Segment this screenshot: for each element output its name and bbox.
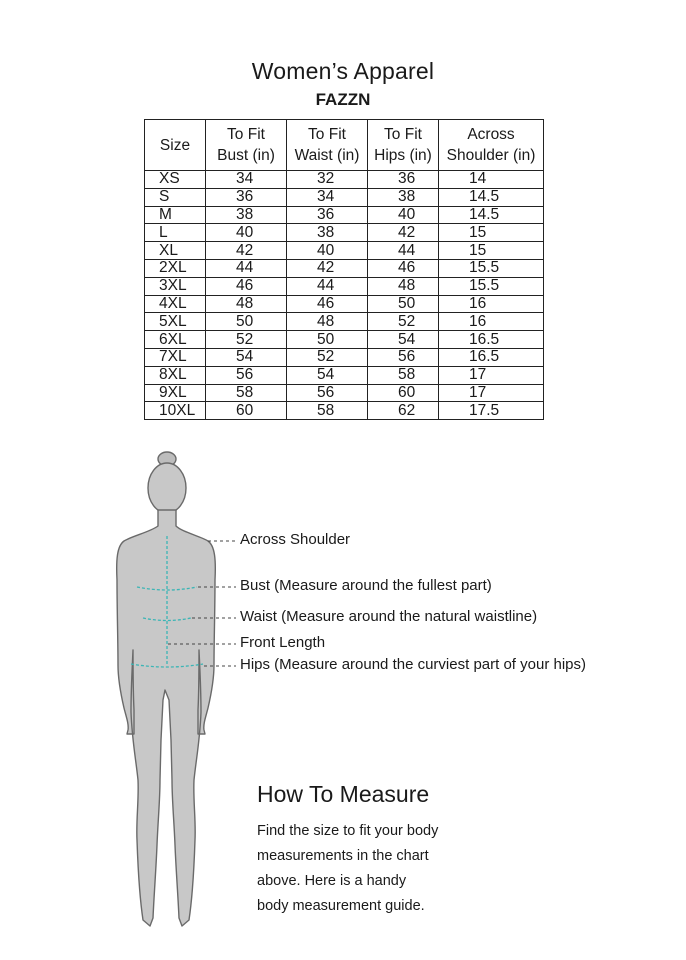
table-row bbox=[145, 402, 544, 420]
value-cell: 44 bbox=[206, 259, 287, 277]
value-cell: 16.5 bbox=[439, 331, 544, 349]
value-cell: 48 bbox=[287, 313, 368, 331]
value-cell: 15.5 bbox=[439, 277, 544, 295]
value-cell: 38 bbox=[368, 188, 439, 206]
body-figure bbox=[0, 440, 260, 940]
value-cell: 14.5 bbox=[439, 206, 544, 224]
value-cell: 40 bbox=[287, 242, 368, 260]
value-cell: 60 bbox=[368, 384, 439, 402]
value-cell: 54 bbox=[368, 331, 439, 349]
column-header-line: Hips (in) bbox=[374, 147, 432, 164]
size-cell: S bbox=[145, 188, 206, 206]
value-cell: 36 bbox=[287, 206, 368, 224]
column-header-line: Bust (in) bbox=[217, 147, 275, 164]
column-header bbox=[206, 120, 287, 171]
table-row bbox=[145, 224, 544, 242]
value-cell: 34 bbox=[287, 188, 368, 206]
value-cell: 32 bbox=[287, 171, 368, 189]
column-header-line: To Fit bbox=[384, 126, 422, 143]
size-cell: 7XL bbox=[145, 348, 206, 366]
value-cell: 17 bbox=[439, 384, 544, 402]
table-row bbox=[145, 348, 544, 366]
value-cell: 60 bbox=[206, 402, 287, 420]
value-cell: 46 bbox=[368, 259, 439, 277]
value-cell: 54 bbox=[287, 366, 368, 384]
table-row bbox=[145, 313, 544, 331]
table-row bbox=[145, 331, 544, 349]
size-cell: 9XL bbox=[145, 384, 206, 402]
label-waist: Waist (Measure around the natural waistline) bbox=[240, 608, 538, 625]
table-row bbox=[145, 242, 544, 260]
label-bust: Bust (Measure around the fullest part) bbox=[240, 577, 492, 594]
value-cell: 56 bbox=[368, 348, 439, 366]
value-cell: 54 bbox=[206, 348, 287, 366]
value-cell: 46 bbox=[287, 295, 368, 313]
figure-silhouette bbox=[117, 452, 216, 926]
value-cell: 42 bbox=[368, 224, 439, 242]
how-to-line: measurements in the chart bbox=[257, 848, 429, 864]
value-cell: 17.5 bbox=[439, 402, 544, 420]
value-cell: 52 bbox=[368, 313, 439, 331]
size-cell: XL bbox=[145, 242, 206, 260]
column-header bbox=[368, 120, 439, 171]
column-header-line: To Fit bbox=[308, 126, 346, 143]
value-cell: 40 bbox=[206, 224, 287, 242]
page-title: Women’s Apparel bbox=[251, 58, 435, 84]
value-cell: 34 bbox=[206, 171, 287, 189]
column-header-line: Size bbox=[159, 136, 191, 154]
value-cell: 58 bbox=[368, 366, 439, 384]
value-cell: 56 bbox=[206, 366, 287, 384]
size-cell: 8XL bbox=[145, 366, 206, 384]
value-cell: 48 bbox=[206, 295, 287, 313]
value-cell: 52 bbox=[206, 331, 287, 349]
brand-name: FAZZN bbox=[315, 90, 371, 109]
how-to-line: body measurement guide. bbox=[257, 898, 425, 914]
value-cell: 58 bbox=[206, 384, 287, 402]
value-cell: 15.5 bbox=[439, 259, 544, 277]
column-header-line: Waist (in) bbox=[294, 147, 360, 164]
value-cell: 44 bbox=[287, 277, 368, 295]
column-header bbox=[439, 120, 544, 171]
column-header-line: To Fit bbox=[227, 126, 265, 143]
table-header-row bbox=[145, 120, 544, 171]
column-header bbox=[145, 120, 206, 171]
size-cell: 4XL bbox=[145, 295, 206, 313]
value-cell: 38 bbox=[206, 206, 287, 224]
value-cell: 16 bbox=[439, 313, 544, 331]
table-row bbox=[145, 295, 544, 313]
value-cell: 50 bbox=[368, 295, 439, 313]
size-cell: 10XL bbox=[145, 402, 206, 420]
value-cell: 42 bbox=[287, 259, 368, 277]
value-cell: 48 bbox=[368, 277, 439, 295]
value-cell: 58 bbox=[287, 402, 368, 420]
value-cell: 50 bbox=[287, 331, 368, 349]
value-cell: 15 bbox=[439, 242, 544, 260]
value-cell: 16.5 bbox=[439, 348, 544, 366]
size-chart-table bbox=[144, 119, 544, 420]
value-cell: 16 bbox=[439, 295, 544, 313]
how-to-measure-title: How To Measure bbox=[257, 781, 430, 807]
size-cell: M bbox=[145, 206, 206, 224]
table-row bbox=[145, 366, 544, 384]
size-cell: 2XL bbox=[145, 259, 206, 277]
value-cell: 40 bbox=[368, 206, 439, 224]
column-header-line: Across bbox=[467, 126, 515, 143]
how-to-measure-text bbox=[257, 819, 487, 919]
table-row bbox=[145, 384, 544, 402]
size-cell: L bbox=[145, 224, 206, 242]
table-body bbox=[145, 171, 544, 420]
value-cell: 46 bbox=[206, 277, 287, 295]
value-cell: 14.5 bbox=[439, 188, 544, 206]
value-cell: 42 bbox=[206, 242, 287, 260]
size-cell: 5XL bbox=[145, 313, 206, 331]
column-header bbox=[287, 120, 368, 171]
size-cell: 6XL bbox=[145, 331, 206, 349]
value-cell: 62 bbox=[368, 402, 439, 420]
value-cell: 52 bbox=[287, 348, 368, 366]
value-cell: 56 bbox=[287, 384, 368, 402]
size-cell: XS bbox=[145, 171, 206, 189]
value-cell: 14 bbox=[439, 171, 544, 189]
size-cell: 3XL bbox=[145, 277, 206, 295]
label-front-length: Front Length bbox=[240, 634, 326, 651]
value-cell: 50 bbox=[206, 313, 287, 331]
table-row bbox=[145, 259, 544, 277]
column-header-line: Shoulder (in) bbox=[446, 147, 536, 164]
table-row bbox=[145, 206, 544, 224]
how-to-line: above. Here is a handy bbox=[257, 873, 407, 889]
label-hips: Hips (Measure around the curviest part of your hips) bbox=[240, 656, 586, 673]
value-cell: 17 bbox=[439, 366, 544, 384]
table-row bbox=[145, 188, 544, 206]
value-cell: 15 bbox=[439, 224, 544, 242]
label-across-shoulder: Across Shoulder bbox=[240, 531, 351, 548]
value-cell: 38 bbox=[287, 224, 368, 242]
table-row bbox=[145, 277, 544, 295]
table-row bbox=[145, 171, 544, 189]
value-cell: 44 bbox=[368, 242, 439, 260]
how-to-line: Find the size to fit your body bbox=[257, 823, 439, 839]
value-cell: 36 bbox=[206, 188, 287, 206]
value-cell: 36 bbox=[368, 171, 439, 189]
